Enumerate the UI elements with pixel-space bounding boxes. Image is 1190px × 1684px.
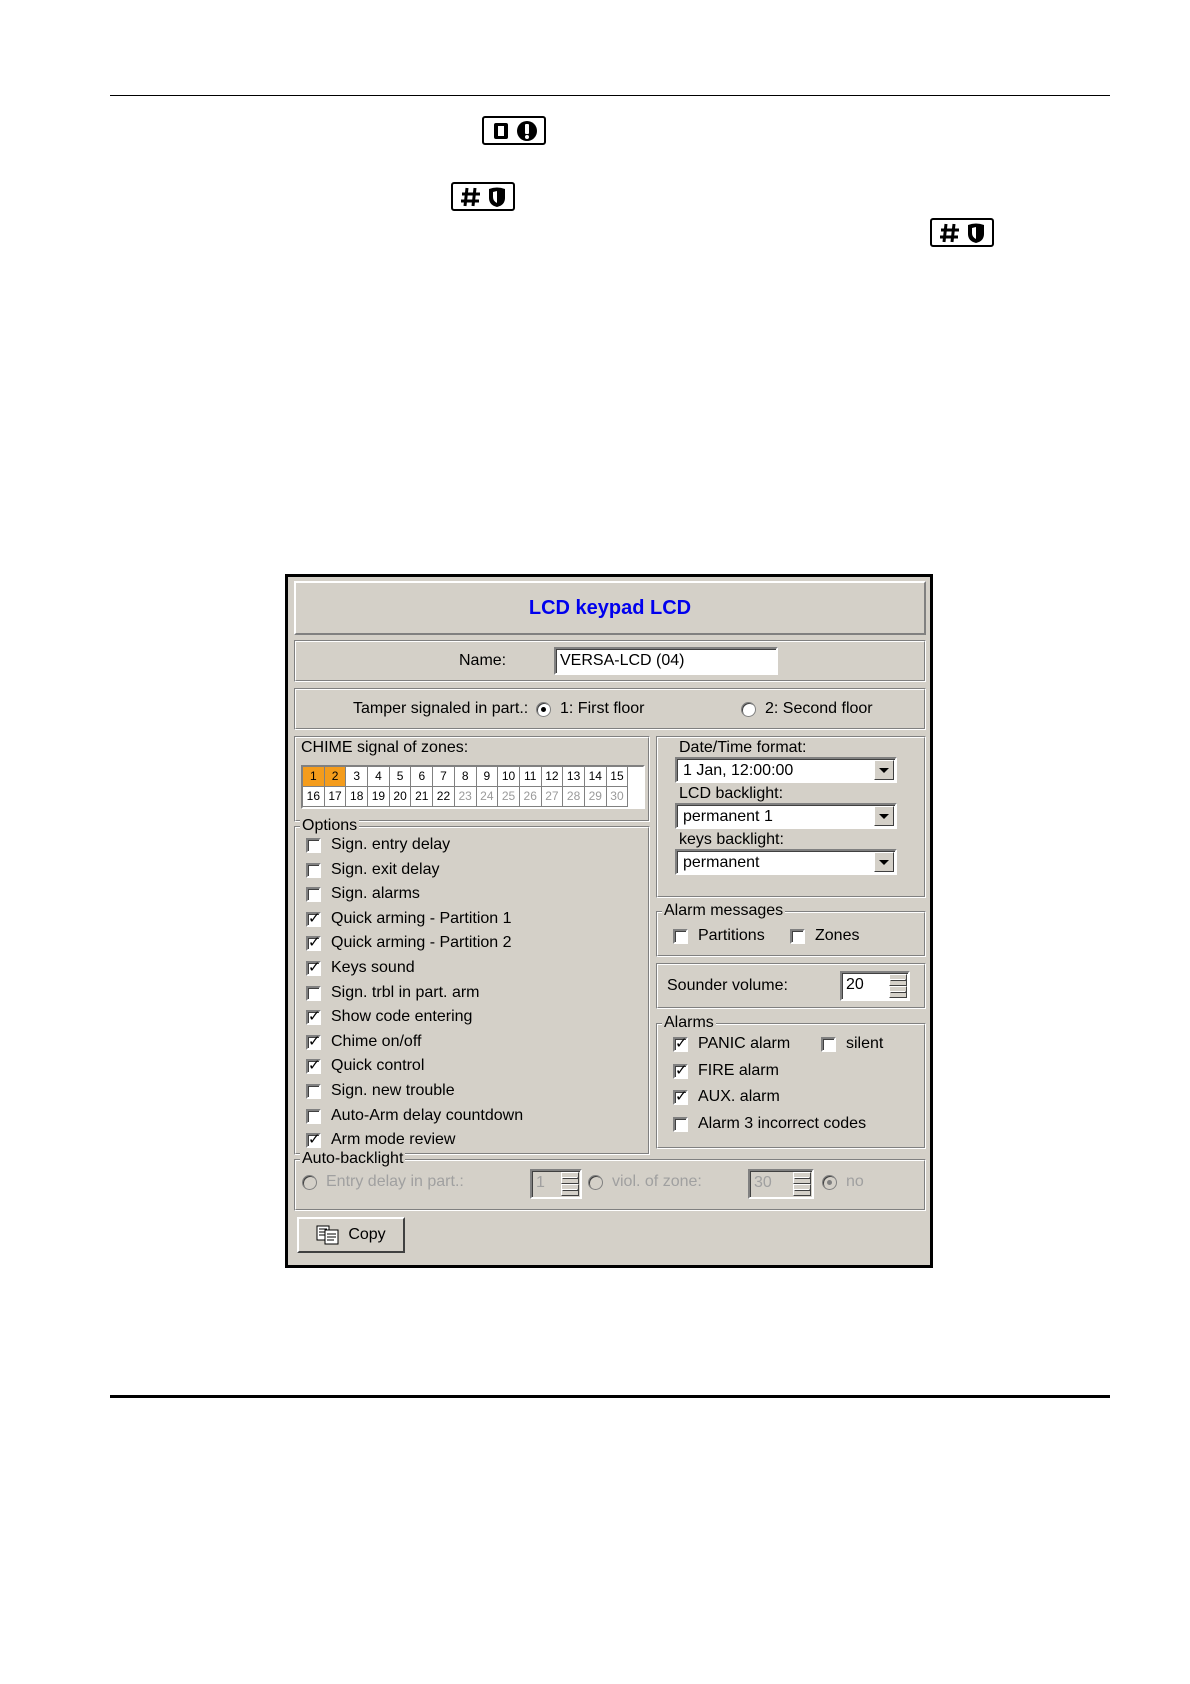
hash-key-icon (460, 186, 482, 208)
viol-zone-value: 30 (754, 1174, 772, 1191)
zone-cell[interactable]: 3 (346, 767, 368, 787)
dialog-title-bar (294, 581, 926, 635)
zone-cell[interactable]: 21 (411, 787, 433, 807)
zone-cell[interactable]: 26 (520, 787, 542, 807)
option-checkbox[interactable] (306, 936, 321, 951)
zone-cell[interactable]: 9 (477, 767, 499, 787)
copy-icon (316, 1225, 340, 1245)
name-field[interactable]: VERSA-LCD (04) (554, 647, 778, 675)
alarm-messages-title: Alarm messages (664, 902, 784, 919)
zone-cell[interactable]: 5 (390, 767, 412, 787)
option-label: Sign. exit delay (331, 860, 440, 878)
zone-cell[interactable]: 27 (542, 787, 564, 807)
entry-delay-spinner[interactable] (530, 1169, 582, 1199)
zone-cell[interactable]: 4 (368, 767, 390, 787)
zone-cell[interactable]: 15 (607, 767, 629, 787)
option-checkbox[interactable] (306, 986, 321, 1001)
zone-cell[interactable]: 11 (520, 767, 542, 787)
chevron-down-icon[interactable] (874, 806, 894, 826)
lcd-backlight-label: LCD backlight: (679, 785, 784, 802)
tamper-label: Tamper signaled in part.: (353, 700, 529, 717)
option-label: Sign. trbl in part. arm (331, 983, 480, 1001)
zone-cell[interactable]: 12 (542, 767, 564, 787)
option-checkbox[interactable] (306, 1133, 321, 1148)
exclamation-key-icon (516, 120, 538, 142)
zone-cell[interactable]: 22 (433, 787, 455, 807)
keys-backlight-value: permanent (683, 854, 760, 871)
zero-key-icon (491, 121, 511, 141)
alarm-checkbox[interactable] (673, 1037, 688, 1052)
option-label: Sign. new trouble (331, 1082, 455, 1099)
zone-cell[interactable]: 29 (585, 787, 607, 807)
sounder-volume-label: Sounder volume: (667, 977, 788, 994)
zone-cell[interactable]: 8 (455, 767, 477, 787)
spin-down-icon[interactable] (889, 986, 907, 998)
option-label: Quick arming - Partition 1 (331, 909, 512, 927)
option-checkbox[interactable] (306, 1035, 321, 1050)
zone-cell[interactable]: 6 (411, 767, 433, 787)
shield-key-icon (487, 186, 507, 208)
chime-label: CHIME signal of zones: (301, 739, 469, 756)
option-label: Sign. alarms (331, 885, 420, 903)
option-label: Auto-Arm delay countdown (331, 1106, 524, 1124)
zone-cell[interactable]: 2 (325, 767, 347, 787)
keys-backlight-select[interactable] (675, 849, 897, 875)
zone-cell[interactable]: 30 (607, 787, 629, 807)
copy-button[interactable] (297, 1217, 405, 1253)
option-label: Quick arming - Partition 2 (331, 934, 512, 952)
datetime-format-label: Date/Time format: (679, 739, 807, 756)
zone-cell[interactable]: 25 (498, 787, 520, 807)
option-label: Arm mode review (331, 1131, 456, 1149)
option-label: Show code entering (331, 1008, 473, 1026)
zone-cell[interactable]: 10 (498, 767, 520, 787)
tamper-radio-second-floor[interactable] (741, 702, 756, 717)
tamper-option-second-floor: 2: Second floor (765, 700, 873, 717)
page-footer-rule (110, 1395, 1110, 1398)
zone-cell[interactable]: 28 (563, 787, 585, 807)
alarm-label: PANIC alarm (698, 1035, 791, 1052)
datetime-format-select[interactable] (675, 757, 897, 783)
tamper-radio-first-floor[interactable] (536, 702, 551, 717)
option-checkbox[interactable] (306, 961, 321, 976)
partitions-label: Partitions (698, 927, 765, 944)
zero-exclaim-keys-icon (482, 116, 546, 145)
spin-up-icon[interactable] (561, 1172, 579, 1184)
page-header-rule (110, 95, 1110, 96)
zone-cell[interactable]: 23 (455, 787, 477, 807)
partitions-checkbox[interactable] (673, 929, 688, 944)
spin-up-icon[interactable] (889, 974, 907, 986)
name-label: Name: (459, 652, 507, 669)
tamper-option-first-floor: 1: First floor (560, 700, 645, 717)
zone-cell[interactable]: 14 (585, 767, 607, 787)
dialog-title: LCD keypad LCD (528, 596, 692, 619)
viol-zone-label: viol. of zone: (612, 1173, 702, 1190)
sounder-volume-spinner[interactable] (840, 971, 910, 1001)
shield-key-icon (966, 222, 986, 244)
alarm-label: Alarm 3 incorrect codes (698, 1114, 867, 1132)
alarm-label: FIRE alarm (698, 1061, 779, 1079)
zones-checkbox[interactable] (790, 929, 805, 944)
alarm-label: AUX. alarm (698, 1088, 780, 1105)
option-checkbox[interactable] (306, 887, 321, 902)
chime-zones-grid (301, 765, 645, 809)
option-label: Sign. entry delay (331, 836, 451, 853)
zone-cell[interactable]: 16 (303, 787, 325, 807)
option-label: Chime on/off (331, 1032, 422, 1050)
auto-backlight-title: Auto-backlight (302, 1150, 404, 1167)
option-label: Quick control (331, 1057, 425, 1075)
zone-cell[interactable]: 17 (325, 787, 347, 807)
viol-zone-radio[interactable] (588, 1175, 603, 1190)
chevron-down-icon[interactable] (874, 760, 894, 780)
viol-zone-spinner[interactable] (748, 1169, 814, 1199)
tamper-panel (294, 688, 926, 730)
no-label: no (846, 1173, 864, 1190)
entry-delay-label: Entry delay in part.: (326, 1173, 464, 1190)
sounder-volume-value: 20 (846, 976, 864, 993)
keys-backlight-label: keys backlight: (679, 831, 784, 848)
datetime-format-value: 1 Jan, 12:00:00 (683, 762, 794, 779)
no-radio[interactable] (822, 1175, 837, 1190)
hash-shield-keys-icon (930, 218, 994, 247)
silent-label: silent (846, 1035, 884, 1052)
alarm-checkbox[interactable] (673, 1090, 688, 1105)
option-checkbox[interactable] (306, 863, 321, 878)
entry-delay-value: 1 (536, 1174, 545, 1191)
option-checkbox[interactable] (306, 1010, 321, 1025)
entry-delay-radio[interactable] (302, 1175, 317, 1190)
zone-cell[interactable]: 1 (303, 767, 325, 787)
lcd-backlight-value: permanent 1 (683, 808, 773, 825)
display-settings-panel (656, 736, 926, 898)
alarm-checkbox[interactable] (673, 1117, 688, 1132)
zone-cell[interactable]: 18 (346, 787, 368, 807)
option-checkbox[interactable] (306, 1084, 321, 1099)
zone-cell[interactable]: 24 (477, 787, 499, 807)
option-checkbox[interactable] (306, 838, 321, 853)
option-checkbox[interactable] (306, 1109, 321, 1124)
zone-cell[interactable]: 19 (368, 787, 390, 807)
spin-up-icon[interactable] (793, 1172, 811, 1184)
alarms-title: Alarms (664, 1014, 714, 1031)
option-checkbox[interactable] (306, 1059, 321, 1074)
lcd-backlight-select[interactable] (675, 803, 897, 829)
zone-cell[interactable]: 20 (390, 787, 412, 807)
alarm-checkbox[interactable] (673, 1064, 688, 1079)
option-label: Keys sound (331, 959, 415, 976)
spin-down-icon[interactable] (793, 1184, 811, 1196)
zone-cell[interactable]: 13 (563, 767, 585, 787)
name-panel (294, 640, 926, 682)
option-checkbox[interactable] (306, 912, 321, 927)
lcd-keypad-dialog (285, 574, 933, 1268)
silent-checkbox[interactable] (821, 1037, 836, 1052)
hash-shield-keys-icon (451, 182, 515, 211)
copy-label: Copy (348, 1226, 386, 1243)
options-title: Options (302, 817, 358, 834)
spin-down-icon[interactable] (561, 1184, 579, 1196)
chevron-down-icon[interactable] (874, 852, 894, 872)
zones-label: Zones (815, 927, 860, 944)
zone-cell[interactable]: 7 (433, 767, 455, 787)
hash-key-icon (939, 222, 961, 244)
